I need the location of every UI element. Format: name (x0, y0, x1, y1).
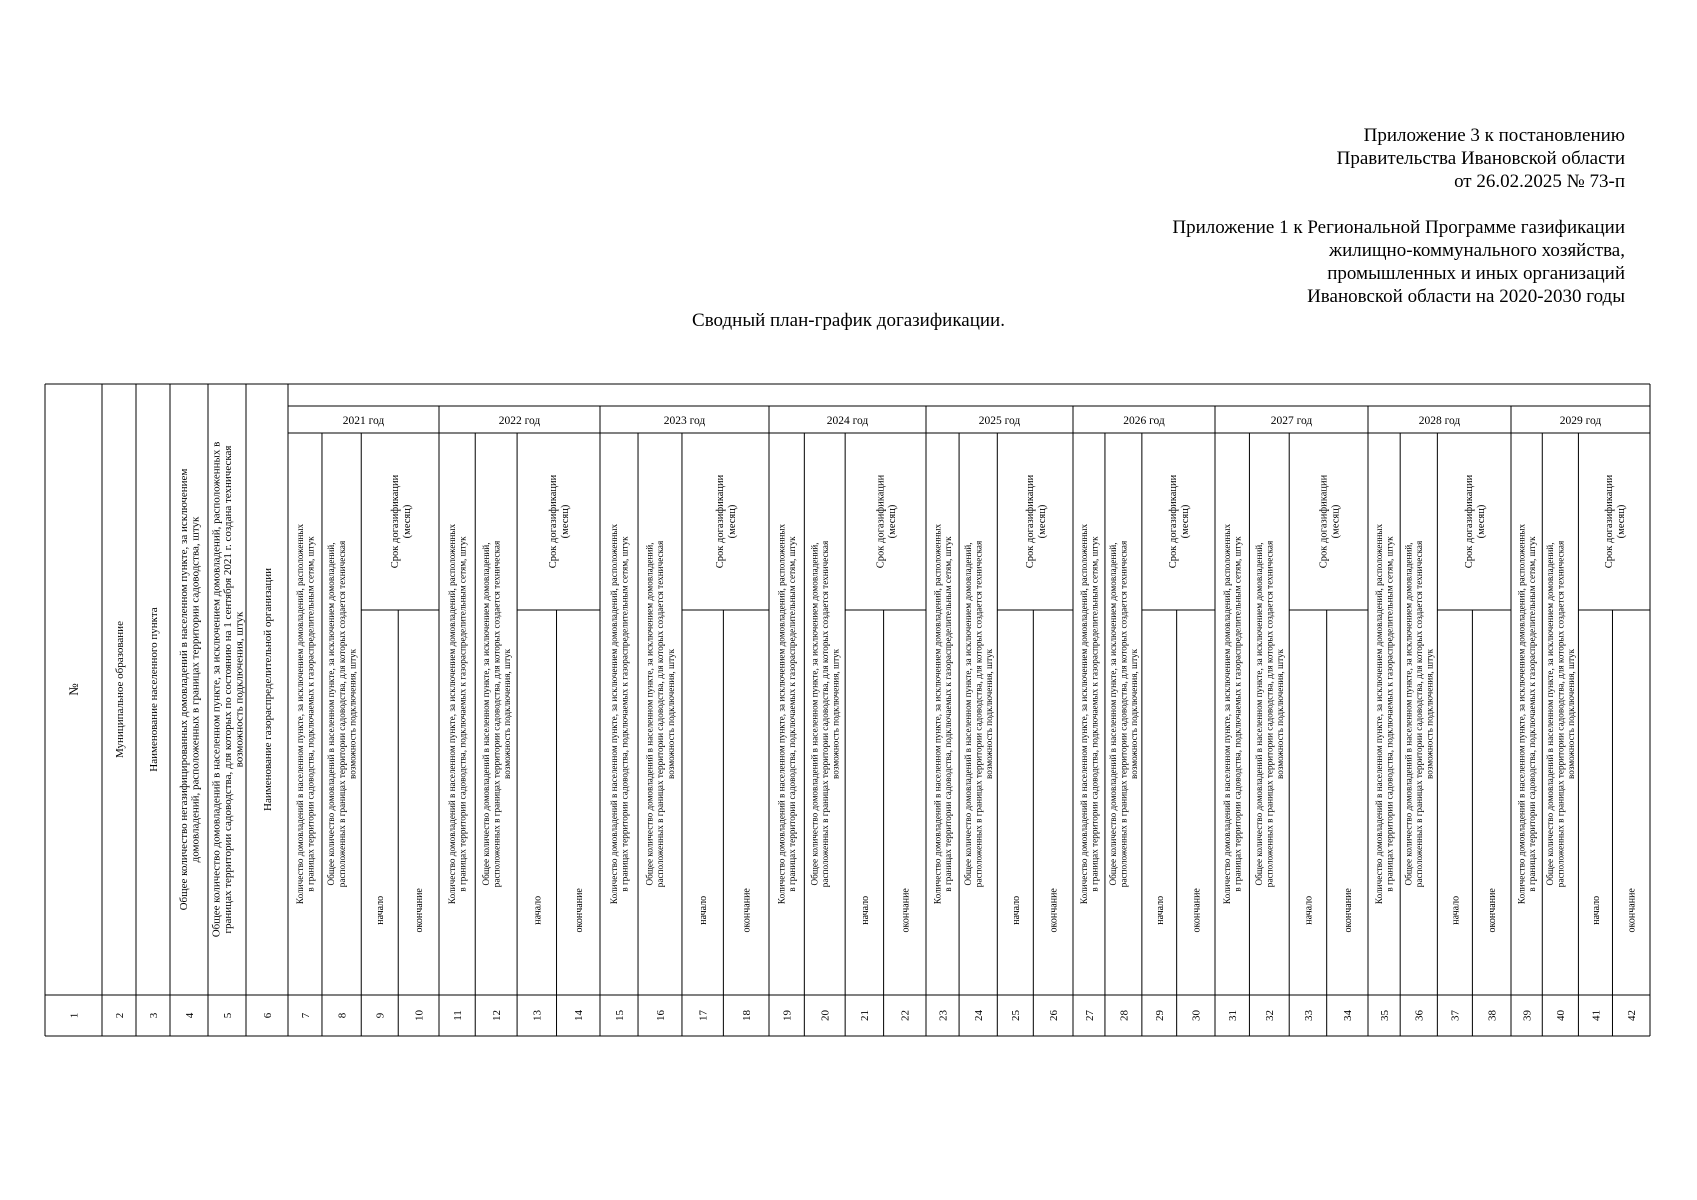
column-number: 8 (336, 1012, 349, 1019)
column-number: 21 (859, 1010, 872, 1021)
column-number: 28 (1118, 1010, 1131, 1021)
column-number-header: № (66, 683, 82, 696)
tech-possible-new-header: Общее количество домовладений в населенном пункте, за исключением домовладений,расположенных в границах территории садоводства, для которых создается техническаявозможность подключения, штук (644, 540, 676, 888)
term-header: Срок догазификации(месяц) (548, 474, 572, 569)
tech-possible-new-header: Общее количество домовладений в населенном пункте, за исключением домовладений,расположенных в границах территории садоводства, для которых создается техническаявозможность подключения, штук (480, 540, 512, 888)
column-number: 22 (899, 1010, 912, 1021)
appendix-header-line: Приложение 3 к постановлению (1363, 125, 1625, 146)
column-number: 19 (781, 1010, 794, 1021)
term-end-header: окончание (741, 888, 753, 933)
column-number: 29 (1154, 1010, 1167, 1021)
term-header: Срок догазификации(месяц) (389, 474, 413, 569)
year-label: 2027 год (1270, 415, 1313, 427)
term-end-header: окончание (1626, 888, 1638, 933)
column-number: 14 (573, 1010, 586, 1021)
term-header: Срок догазификации(месяц) (715, 474, 739, 569)
term-end-header: окончание (1191, 888, 1203, 933)
column-number: 35 (1378, 1010, 1391, 1021)
tech-possible-new-header: Общее количество домовладений в населенном пункте, за исключением домовладений,расположенных в границах территории садоводства, для которых создается техническаявозможность подключения, штук (962, 540, 995, 888)
connected-count-header: Количество домовладений в населенном пункте, за исключением домовладений, расположенныхв границах территории садоводства, подключаемых к газораспределительным сетям, штук (1516, 523, 1538, 905)
term-end-header: окончание (1487, 888, 1499, 933)
term-start-header: начало (375, 895, 387, 925)
column-number: 18 (741, 1010, 754, 1021)
column-number: 4 (183, 1012, 196, 1019)
year-label: 2026 год (1123, 415, 1165, 427)
connected-count-header: Количество домовладений в населенном пункте, за исключением домовладений, расположенныхв границах территории садоводства, подключаемых к газораспределительным сетям, штук (1078, 523, 1100, 905)
column-number: 34 (1342, 1010, 1355, 1021)
year-label: 2024 год (826, 415, 869, 427)
term-end-header: окончание (1342, 888, 1354, 933)
year-label: 2023 год (663, 415, 706, 427)
term-header: Срок догазификации(месяц) (1318, 474, 1342, 569)
tech-possible-new-header: Общее количество домовладений в населенном пункте, за исключением домовладений,расположенных в границах территории садоводства, для которых создается техническаявозможность подключения, штук (809, 540, 841, 888)
term-start-header: начало (1303, 895, 1315, 925)
year-label: 2029 год (1559, 415, 1602, 427)
term-start-header: начало (1450, 895, 1462, 925)
year-label: 2021 год (342, 415, 385, 427)
year-label: 2025 год (978, 415, 1021, 427)
column-number: 11 (451, 1010, 464, 1021)
connected-count-header: Количество домовладений в населенном пункте, за исключением домовладений, расположенныхв границах территории садоводства, подключаемых к газораспределительным сетям, штук (1222, 523, 1243, 905)
year-label: 2022 год (498, 415, 541, 427)
term-header: Срок догазификации(месяц) (875, 474, 899, 569)
column-number: 6 (261, 1012, 274, 1019)
year-label: 2028 год (1418, 415, 1461, 427)
term-start-header: начало (698, 895, 710, 925)
tech-possible-new-header: Общее количество домовладений в населенном пункте, за исключением домовладений,расположенных в границах территории садоводства, для которых создается техническаявозможность подключения, штук (1253, 540, 1286, 888)
gas-org-header: Наименование газораспределительной организации (261, 568, 274, 811)
column-number: 16 (654, 1010, 667, 1021)
term-header: Срок догазификации(месяц) (1463, 474, 1487, 569)
column-number: 9 (374, 1012, 387, 1019)
appendix-header-line: Правительства Ивановской области (1336, 148, 1625, 169)
program-header-line: промышленных и иных организаций (1327, 263, 1625, 284)
term-end-header: окончание (414, 888, 426, 933)
column-number: 30 (1190, 1010, 1203, 1021)
column-number: 24 (973, 1010, 986, 1021)
program-header-line: Приложение 1 к Региональной Программе газификации (1172, 217, 1625, 238)
connected-count-header: Количество домовладений в населенном пункте, за исключением домовладений, расположенныхв границах территории садоводства, подключаемых к газораспределительным сетям, штук (1374, 523, 1395, 905)
ungasified-count-header: Общее количество негазифицированных домовладений в населенном пункте, за исключениемдомовладений, расположенных в границах территории садоводства, штук (178, 468, 202, 911)
term-start-header: начало (1590, 895, 1602, 925)
term-end-header: окончание (900, 888, 912, 933)
connected-count-header: Количество домовладений в населенном пункте, за исключением домовладений, расположенныхв границах территории садоводства, подключаемых к газораспределительным сетям, штук (776, 523, 798, 905)
connected-count-header: Количество домовладений в населенном пункте, за исключением домовладений, расположенныхв границах территории садоводства, подключаемых к газораспределительным сетям, штук (447, 523, 468, 905)
column-number: 27 (1083, 1010, 1096, 1021)
settlement-header: Наименование населенного пункта (147, 607, 160, 772)
column-number: 42 (1626, 1010, 1639, 1021)
tech-possible-count-header: Общее количество домовладений в населенном пункте, за исключением домовладений, расположенных вграницах территории садоводства, для которых по состоянию на 1 сентября 2021 г. создана техническаявозможность подключения, штук (210, 441, 246, 938)
column-number: 1 (68, 1012, 81, 1019)
column-number: 41 (1590, 1010, 1603, 1021)
column-number: 12 (491, 1010, 504, 1021)
term-header: Срок догазификации(месяц) (1603, 474, 1627, 569)
column-number: 23 (937, 1010, 950, 1021)
term-start-header: начало (532, 895, 544, 925)
column-number: 17 (697, 1010, 710, 1021)
tech-possible-new-header: Общее количество домовладений в населенном пункте, за исключением домовладений,расположенных в границах территории садоводства, для которых создается техническаявозможность подключения, штук (1544, 540, 1577, 888)
connected-count-header: Количество домовладений в населенном пункте, за исключением домовладений, расположенныхв границах территории садоводства, подключаемых к газораспределительным сетям, штук (294, 523, 316, 905)
column-number: 33 (1302, 1010, 1315, 1021)
program-header-line: Ивановской области на 2020-2030 годы (1307, 286, 1625, 307)
term-end-header: окончание (1048, 888, 1060, 933)
municipality-header: Муниципальное образование (113, 621, 126, 758)
term-start-header: начало (1154, 895, 1166, 925)
column-number: 36 (1413, 1010, 1426, 1021)
column-number: 26 (1048, 1010, 1061, 1021)
column-number: 7 (299, 1012, 312, 1019)
column-number: 38 (1486, 1010, 1499, 1021)
term-header: Срок догазификации(месяц) (1024, 474, 1048, 569)
term-end-header: окончание (573, 888, 585, 933)
term-start-header: начало (1010, 895, 1022, 925)
connected-count-header: Количество домовладений в населенном пункте, за исключением домовладений, расположенныхв границах территории садоводства, подключаемых к газораспределительным сетям, штук (932, 523, 954, 905)
appendix-header-line: от 26.02.2025 № 73-п (1454, 171, 1625, 192)
tech-possible-new-header: Общее количество домовладений в населенном пункте, за исключением домовладений,расположенных в границах территории садоводства, для которых создается техническаявозможность подключения, штук (1108, 540, 1140, 888)
column-number: 15 (613, 1010, 626, 1021)
column-number: 32 (1264, 1010, 1277, 1021)
column-number: 2 (113, 1012, 126, 1019)
term-header: Срок догазификации(месяц) (1168, 474, 1192, 569)
column-number: 39 (1521, 1010, 1534, 1021)
program-header-line: жилищно-коммунального хозяйства, (1328, 240, 1625, 261)
column-number: 25 (1010, 1010, 1023, 1021)
column-number: 31 (1227, 1010, 1240, 1021)
column-number: 3 (147, 1012, 160, 1019)
column-number: 40 (1555, 1010, 1568, 1021)
document-title: Сводный план-график догазификации. (692, 310, 1005, 331)
column-number: 20 (819, 1010, 832, 1021)
tech-possible-new-header: Общее количество домовладений в населенном пункте, за исключением домовладений,расположенных в границах территории садоводства, для которых создается техническаявозможность подключения, штук (326, 540, 358, 888)
term-start-header: начало (859, 895, 871, 925)
column-number: 13 (531, 1010, 544, 1021)
tech-possible-new-header: Общее количество домовладений в населенном пункте, за исключением домовладений,расположенных в границах территории садоводства, для которых создается техническаявозможность подключения, штук (1403, 540, 1435, 888)
column-number: 5 (221, 1012, 234, 1019)
column-number: 37 (1449, 1010, 1462, 1021)
connected-count-header: Количество домовладений в населенном пункте, за исключением домовладений, расположенныхв границах территории садоводства, подключаемых к газораспределительным сетям, штук (608, 523, 630, 905)
column-number: 10 (413, 1010, 426, 1021)
